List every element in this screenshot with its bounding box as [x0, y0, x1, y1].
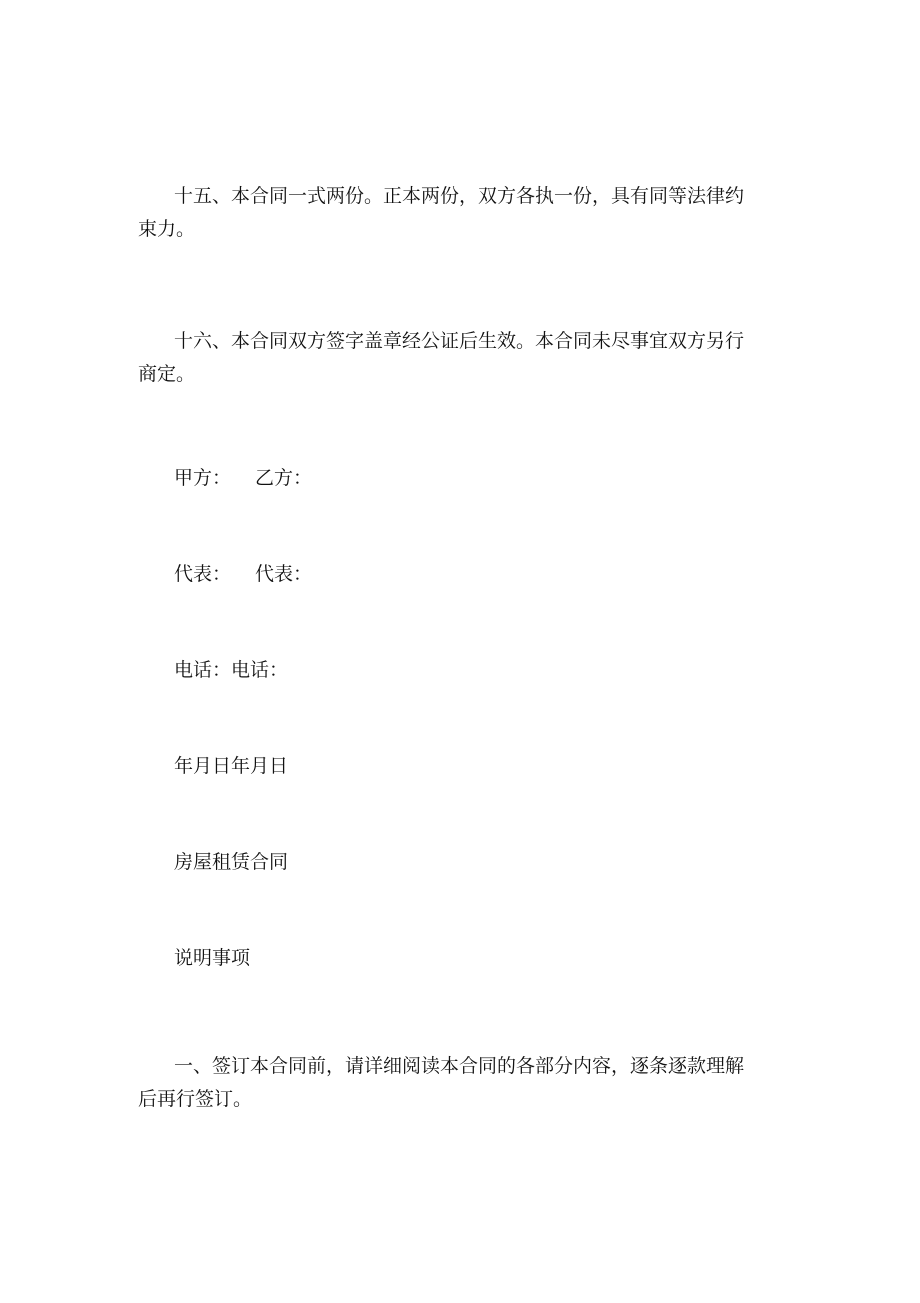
clause-15-paragraph: 十五、本合同一式两份。正本两份，双方各执一份，具有同等法律约束力。: [138, 185, 745, 240]
rep-a-label: 代表：: [174, 563, 232, 585]
note-1-paragraph: 一、签订本合同前，请详细阅读本合同的各部分内容，逐条逐款理解后再行签订。: [138, 1055, 745, 1110]
party-b-label: 乙方：: [255, 467, 313, 489]
contract-title: 房屋租赁合同: [174, 851, 289, 873]
date-line: 年月日年月日: [174, 755, 289, 777]
phone-line: 电话：电话：: [174, 659, 289, 681]
rep-b-label: 代表：: [255, 563, 313, 585]
party-a-label: 甲方：: [174, 467, 232, 489]
representative-line: [138, 558, 744, 591]
clause-16-paragraph: 十六、本合同双方签字盖章经公证后生效。本合同未尽事宜双方另行商定。: [138, 330, 745, 385]
party-line: [138, 462, 744, 495]
notes-heading: 说明事项: [174, 947, 251, 969]
